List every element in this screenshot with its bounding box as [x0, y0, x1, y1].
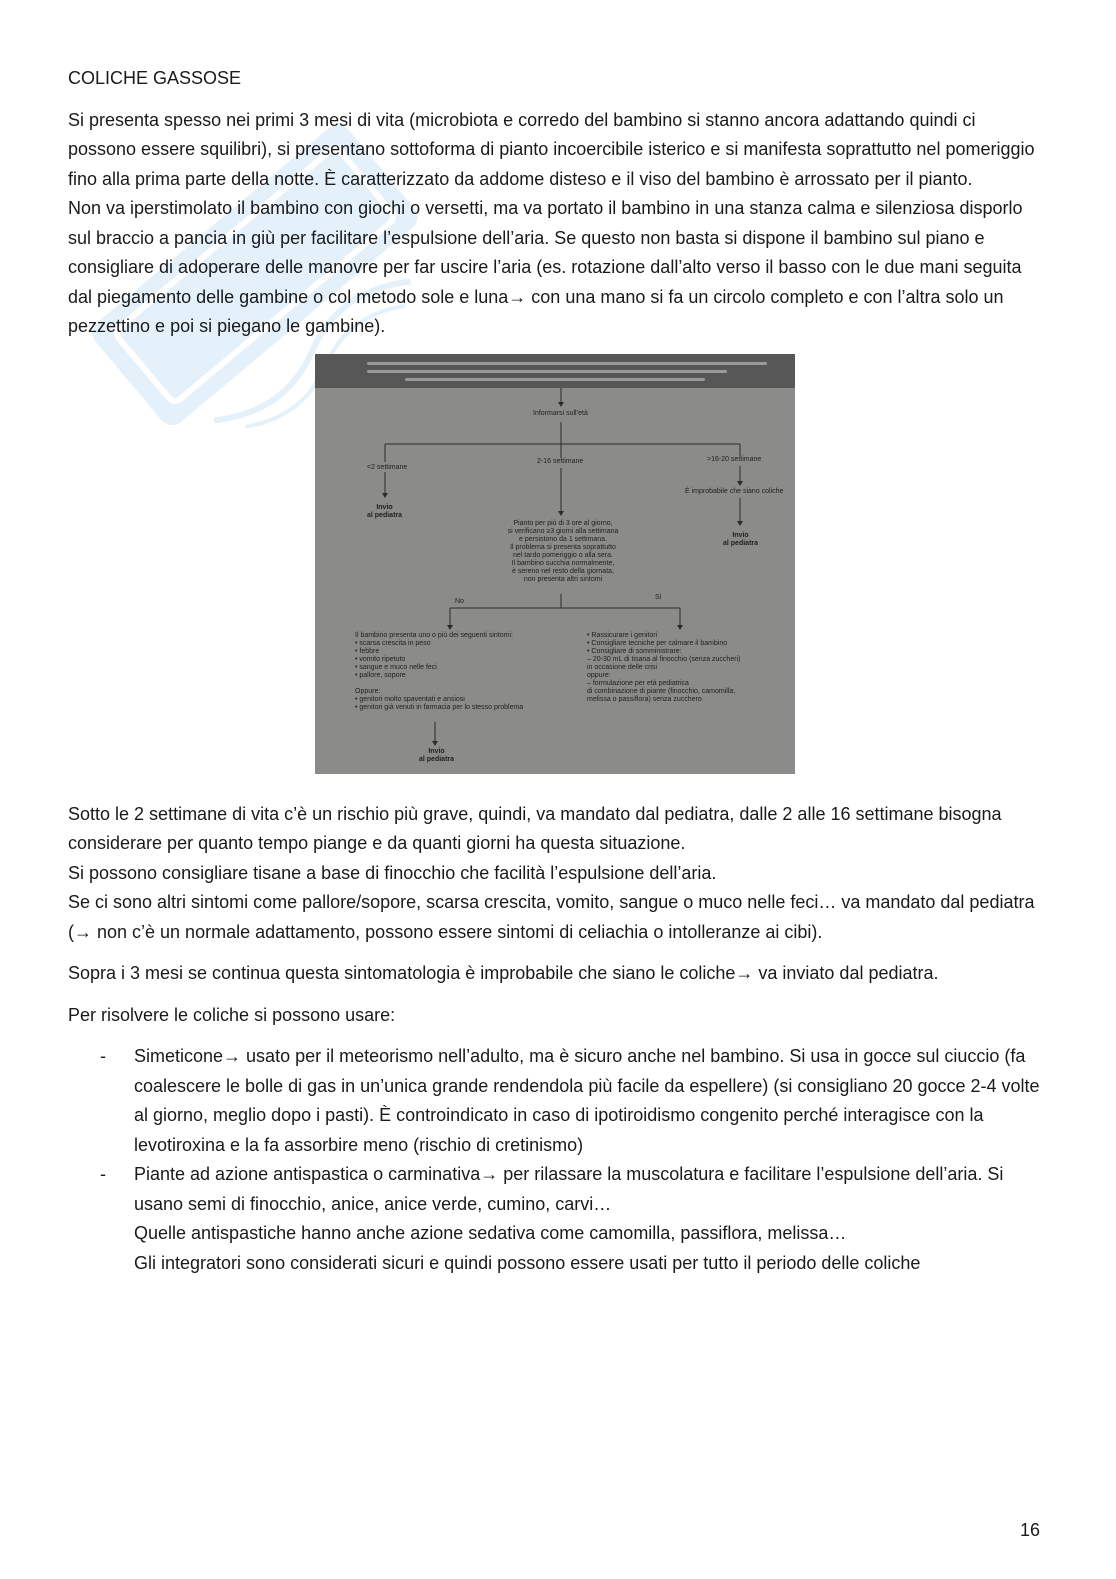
remedies-list: [68, 1042, 1048, 1278]
page-number: 16: [1019, 1520, 1040, 1540]
after-figure-paragraph-1: Sotto le 2 settimane di vita c’è un rischio più grave, quindi, va mandato dal pediatra, dalle 2 alle 16 settimane bisogna considerare per quanto tempo piange e da quanti giorni ha questa situazione.: [68, 803, 1002, 853]
list-item-text: - Piante ad azione antispastica o carminativa→ per rilassare la muscolatura e facilitare l’espulsione dell’aria. Si usano semi di finocchio, anice, anice verde, cumino, carvi…: [134, 1164, 1004, 1214]
after-figure-paragraph-2: Si possono consigliare tisane a base di finocchio che facilità l’espulsione dell’aria.: [68, 862, 717, 883]
flowchart-refer-bottom: Invio al pediatra: [419, 747, 455, 763]
flowchart-branch-right: >16-20 settimane: [707, 455, 762, 463]
flowchart-refer-right: Invio al pediatra: [723, 531, 759, 547]
flowchart-improbable: È improbabile che siano coliche: [685, 487, 784, 495]
document-title: COLICHE GASSOSE: [68, 68, 242, 88]
flowchart-node-age: Informarsi sull’età: [533, 409, 588, 417]
flowchart-refer-left: Invio al pediatra: [367, 503, 403, 519]
list-item-piante: [68, 1160, 1048, 1278]
intro-paragraph-2: Non va iperstimolato il bambino con giochi o versetti, ma va portato il bambino in una stanza calma e silenziosa disporlo sul braccio a pancia in giù per facilitare l’espulsione dell’aria. Se questo non basta si dispone il bambino sul piano e consigliare di adoperare delle manovre per far uscire l’aria (es. rotazione dall’alto verso il basso con le due mani seguita dal piegamento delle gambine o col metodo sole e luna→ con una mano si fa un circolo completo e con l’altra solo un pezzettino e poi si piegano le gambine).: [68, 198, 1023, 336]
flowchart-branch-left: <2 settimane: [367, 463, 408, 471]
over-3-months-paragraph: Sopra i 3 mesi se continua questa sintomatologia è improbabile che siano le coliche→ va inviato dal pediatra.: [68, 963, 939, 983]
list-item-text: Simeticone→ usato per il meteorismo nell’adulto, ma è sicuro anche nel bambino. Si usa in gocce sul ciuccio (fa coalescere le bolle di gas in un’unica grande rendendola più facile da espellere) (si consigliano 20 gocce 2-4 volte al giorno, meglio dopo i pasti). È controindicato in caso di ipotiroidismo congenito perché interagisce con la levotiroxina e la fa assorbire meno (rischio di cretinismo): [134, 1046, 1040, 1155]
flowchart-branch-mid: 2-16 settimane: [537, 457, 584, 465]
flowchart-yes-label: Sì: [655, 593, 662, 601]
flowchart-advice: • Rassicurare i genitori • Consigliare tecniche per calmare il bambino • Consigliare di somministrare: – 20-30 mL di tisana al finocchio (senza zuccheri) in occasione delle crisi oppure: – formulazione per età pediatrica di combinazione di piante (finocchio, camomilla, melissa o passiflora) senza zucchero: [587, 631, 741, 703]
after-figure-paragraph-3: Se ci sono altri sintomi come pallore/sopore, scarsa crescita, vomito, sangue o muco nelle feci… va mandato dal pediatra (→ non c’è un normale adattamento, possono essere sintomi di celiachia o intolleranze ai cibi).: [68, 892, 1035, 942]
list-item-simeticone: [68, 1042, 1048, 1160]
document-page: [68, 64, 1048, 1278]
flowchart-symptoms: Il bambino presenta uno o più dei seguenti sintomi: • scarsa crescita in peso • febbre • vomito ripetuto • sangue e muco nelle feci • pallore, sopore Oppure: • genitori molto spaventati e ansiosi • genitori già venuti in farmacia per lo stesso problema: [355, 631, 524, 711]
list-intro: Per risolvere le coliche si possono usare:: [68, 1004, 396, 1025]
list-item-text: Gli integratori sono considerati sicuri e quindi possono essere usati per tutto il periodo delle coliche: [134, 1252, 921, 1273]
list-item-text: Quelle antispastiche hanno anche azione sedativa come camomilla, passiflora, melissa…: [134, 1223, 847, 1243]
intro-paragraph-1: Si presenta spesso nei primi 3 mesi di vita (microbiota e corredo del bambino si stanno ancora adattando quindi ci possono essere squilibri), si presentano sottoforma di pianto incoercibile isterico e si manifesta soprattutto nel pomeriggio fino alla prima parte della notte. È caratterizzato da addome disteso e il viso del bambino è arrossato per il pianto.: [68, 109, 1035, 189]
flowchart-criteria: Pianto per più di 3 ore al giorno, si verificano ≥3 giorni alla settimana e persistono da 1 settimana. Il problema si presenta soprattutto nel tardo pomeriggio o alla sera. Il bambino succhia normalmente, è sereno nel resto della giornata, non presenta altri sintomi: [507, 519, 619, 583]
colic-flowchart-photo: [315, 354, 795, 774]
flowchart-no-label: No: [455, 597, 464, 605]
